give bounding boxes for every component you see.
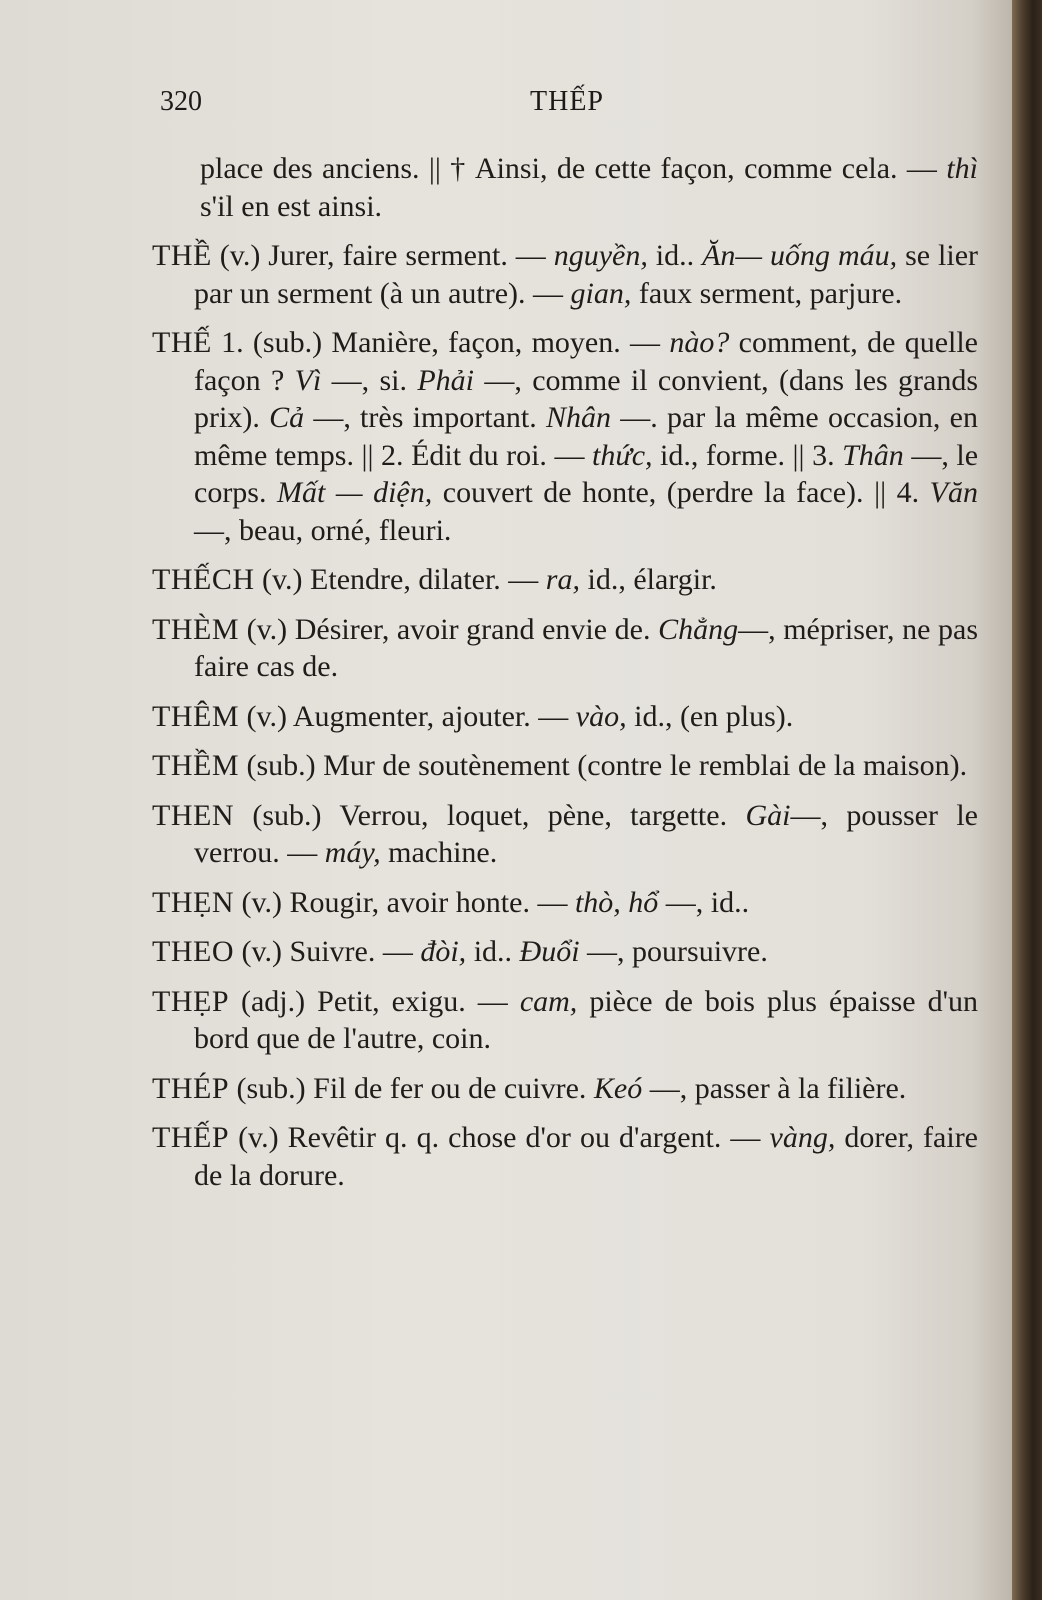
headword: THỀM: [152, 749, 239, 782]
headword: THẸP: [152, 984, 229, 1018]
entry-theo: THEO (v.) Suivre. — đòi, id.. Đuổi —, poursuivre.: [152, 935, 768, 968]
entry-them-2: THÈM (v.) Désirer, avoir grand envie de. Chẳng—, mépriser, ne pas faire cas de.: [152, 612, 978, 683]
entry-thep-5: THÉP (sub.) Fil de fer ou de cuivre. Keó —, passer à la filière.: [152, 1071, 907, 1105]
headword: THỀ: [152, 239, 212, 272]
entry-the-2: THỀ (v.) Jurer, faire serment. — nguyền, id.. Ăn— uống máu, se lier par un serment (à un autre). — gian, faux serment, parjure.: [152, 239, 979, 310]
page-number: 320: [160, 86, 202, 117]
headword: THẸN: [152, 885, 234, 919]
entry-then: THEN (sub.) Verrou, loquet, pène, targette. Gài—, pousser le verrou. — máy, machine.: [152, 798, 978, 869]
entry-them-1: THÊM (v.) Augmenter, ajouter. — vào, id., (en plus).: [152, 699, 794, 733]
headword: THÊM: [152, 699, 239, 733]
headword: THẾP: [152, 1121, 229, 1154]
dictionary-entries: [152, 150, 978, 1206]
book-spine: [1012, 0, 1042, 1600]
headword: THEN: [152, 798, 234, 832]
headword: THEO: [152, 935, 234, 968]
headword: THÉP: [152, 1071, 229, 1105]
entry-thep-3: THẾP (v.) Revêtir q. q. chose d'or ou d'argent. — vàng, dorer, faire de la dorure.: [152, 1121, 978, 1192]
entry-then-6: THẸN (v.) Rougir, avoir honte. — thò, hổ —, id..: [152, 885, 750, 919]
entry-the-5: THẾ 1. (sub.) Manière, façon, moyen. — nào? comment, de quelle façon ? Vì —, si. Phải —, comme il convient, (dans les grands prix). Cả —, très important. Nhân —. par la même occasion, en même temps. || 2. Édit du roi. — thức, id., forme. || 3. Thân —, le corps. Mất — diện, couvert de honte, (perdre la face). || 4. Văn —, beau, orné, fleuri.: [152, 326, 979, 547]
headword: THẾCH: [152, 563, 255, 596]
headword: THẾ: [152, 326, 212, 359]
entry-them-3: THỀM (sub.) Mur de soutènement (contre le remblai de la maison).: [152, 749, 968, 782]
headword: THÈM: [152, 612, 239, 646]
page-header: [160, 86, 620, 126]
running-head: THẾP: [530, 86, 604, 117]
entry-thep-6: THẸP (adj.) Petit, exigu. — cam, pièce de bois plus épaisse d'un bord que de l'autre, coin.: [152, 984, 978, 1055]
entry-continuation: place des anciens. || † Ainsi, de cette façon, comme cela. — thì s'il en est ainsi.: [200, 152, 978, 223]
entry-thech: THẾCH (v.) Etendre, dilater. — ra, id., élargir.: [152, 563, 717, 596]
